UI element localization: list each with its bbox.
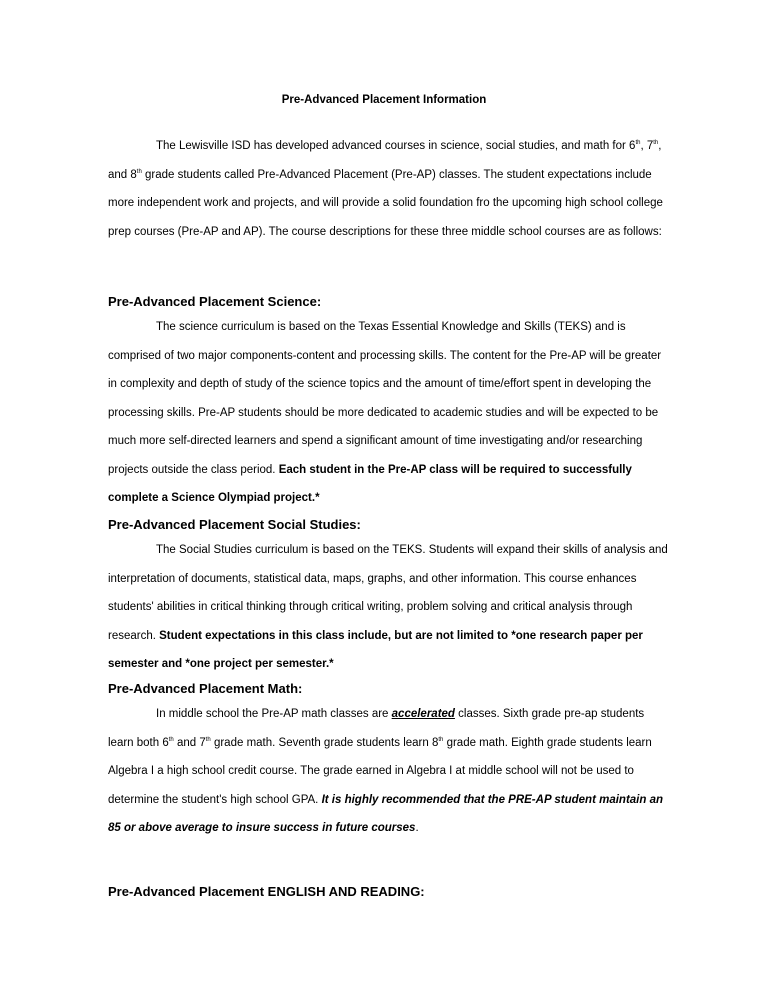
- document-title: Pre-Advanced Placement Information: [281, 94, 487, 106]
- intro-paragraph: The Lewisville ISD has developed advanced courses in science, social studies, and math for 6th, 7th, and 8th grade students called Pre-Advanced Placement (Pre-AP) classes. The student expectations include more independent work and projects, and will provide a solid foundation fro the upcoming high school college prep courses (Pre-AP and AP). The course descriptions for these three middle school courses are as follows:: [108, 140, 663, 238]
- math-heading: Pre-Advanced Placement Math:: [108, 681, 303, 696]
- english-reading-heading: Pre-Advanced Placement ENGLISH AND READING:: [108, 884, 425, 899]
- science-paragraph: The science curriculum is based on the Texas Essential Knowledge and Skills (TEKS) and is comprised of two major components-content and processing skills. The content for the Pre-AP will be greater in complexity and depth of study of the science topics and the amount of time/effort spent in developing the processing skills. Pre-AP students should be more dedicated to academic studies and will be expected to be much more self-directed learners and spend a significant amount of time investigating and/or researching projects outside the class period. Each student in the Pre-AP class will be required to successfully complete a Science Olympiad project.*: [108, 321, 662, 504]
- accelerated-emphasis: accelerated: [391, 708, 455, 720]
- science-requirement: Each student in the Pre-AP class will be required to successfully complete a Science Olympiad project.*: [108, 463, 632, 504]
- social-studies-paragraph: The Social Studies curriculum is based on the TEKS. Students will expand their skills of analysis and interpretation of documents, statistical data, maps, graphs, and other information. This course enhances students' abilities in critical thinking through critical writing, problem solving and critical analysis through research. Student expectations in this class include, but are not limited to *one research paper per semester and *one project per semester.*: [108, 544, 668, 670]
- math-recommendation: It is highly recommended that the PRE-AP student maintain an 85 or above average to insure success in future courses: [108, 793, 664, 834]
- social-studies-requirement: Student expectations in this class include, but are not limited to *one research paper per semester and *one project per semester.*: [108, 629, 643, 670]
- math-paragraph: In middle school the Pre-AP math classes are accelerated classes. Sixth grade pre-ap students learn both 6th and 7th grade math. Seventh grade students learn 8th grade math. Eighth grade students learn Algebra I a high school credit course. The grade earned in Algebra I at middle school will not be used to determine the student's high school GPA. It is highly recommended that the PRE-AP student maintain an 85 or above average to insure success in future courses.: [108, 708, 664, 834]
- science-heading: Pre-Advanced Placement Science:: [108, 294, 322, 309]
- social-studies-heading: Pre-Advanced Placement Social Studies:: [108, 517, 361, 532]
